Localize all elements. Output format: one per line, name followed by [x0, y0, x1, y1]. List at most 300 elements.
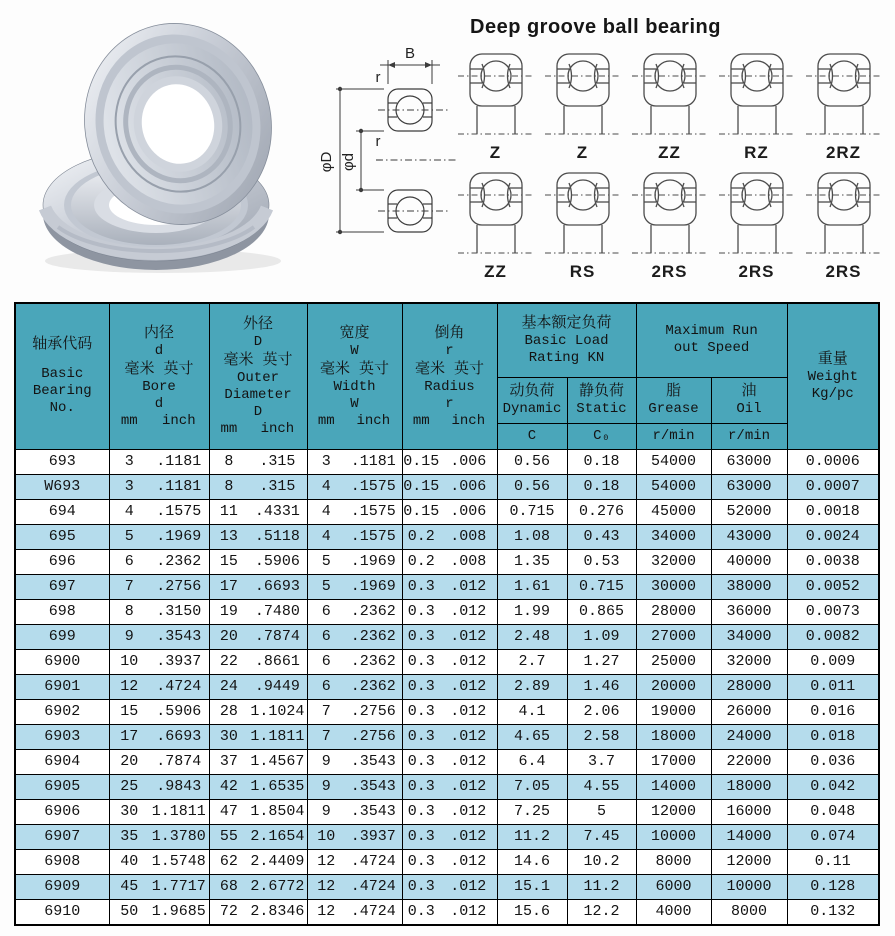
- header-width-unit-inch: inch: [356, 412, 391, 429]
- cell-weight: 0.042: [787, 774, 879, 799]
- cell-grease-speed: 6000: [636, 874, 711, 899]
- cell-oil-speed: 22000: [711, 749, 787, 774]
- cell-bore: [109, 624, 209, 649]
- diagram-type-label: 2RS: [825, 262, 862, 281]
- cell-grease-speed: 34000: [636, 524, 711, 549]
- bearing-diagram: [539, 169, 626, 282]
- header-width-en: Width: [333, 378, 376, 395]
- cell-oil-speed: 34000: [711, 624, 787, 649]
- width-mm-value: 9: [321, 753, 331, 770]
- dim-r-mid-label: r: [375, 133, 381, 150]
- cell-weight: 0.036: [787, 749, 879, 774]
- radius-mm-value: 0.15: [403, 503, 440, 520]
- cell-bearing-no: 6908: [15, 849, 109, 874]
- header-od-sym-en: D: [253, 404, 263, 421]
- bore-mm-value: 15: [120, 703, 139, 720]
- header-weight-en1: Weight: [807, 368, 858, 385]
- bore-mm-value: 7: [124, 578, 134, 595]
- width-mm-value: 10: [317, 828, 336, 845]
- od-mm-value: 24: [219, 678, 238, 695]
- header-speed-en1: Maximum Run: [665, 323, 758, 340]
- cell-oil-speed: 63000: [711, 474, 787, 499]
- header-bore-units-zh: 毫米 英寸: [124, 360, 194, 378]
- od-inch-value: 2.4409: [250, 853, 305, 870]
- bore-inch-value: .1575: [156, 503, 202, 520]
- od-inch-value: .9449: [254, 678, 300, 695]
- cell-weight: 0.0038: [787, 549, 879, 574]
- header-bore-unit-mm: mm: [120, 412, 138, 429]
- table-row: [15, 649, 879, 674]
- bearing-type-diagrams: [452, 50, 890, 282]
- radius-mm-value: 0.2: [407, 553, 435, 570]
- cell-dynamic-load: 11.2: [497, 824, 567, 849]
- cell-weight: 0.128: [787, 874, 879, 899]
- table-row: [15, 599, 879, 624]
- cell-bearing-no: 699: [15, 624, 109, 649]
- cell-weight: 0.0052: [787, 574, 879, 599]
- width-inch-value: .3543: [350, 778, 396, 795]
- cell-radius: [402, 774, 497, 799]
- bearing-cross-section-icon: [630, 169, 710, 261]
- cell-weight: 0.0082: [787, 624, 879, 649]
- od-inch-value: 1.6535: [250, 778, 305, 795]
- header-od-en2: Diameter: [224, 387, 292, 404]
- cell-dynamic-load: 2.48: [497, 624, 567, 649]
- bore-mm-value: 40: [120, 853, 139, 870]
- cell-bearing-no: 6903: [15, 724, 109, 749]
- table-row: [15, 699, 879, 724]
- diagram-type-label: RS: [569, 262, 596, 281]
- bore-inch-value: .2362: [156, 553, 202, 570]
- header-radius-sym: r: [445, 342, 454, 359]
- cell-width: [307, 874, 402, 899]
- radius-mm-value: 0.3: [407, 703, 435, 720]
- radius-inch-value: .008: [450, 528, 487, 545]
- cell-bore: [109, 899, 209, 925]
- cell-grease-speed: 54000: [636, 474, 711, 499]
- cell-bore: [109, 549, 209, 574]
- cell-radius: [402, 499, 497, 524]
- dim-outer-diameter-label: φD: [318, 151, 335, 173]
- bearing-cross-section-icon: [804, 169, 884, 261]
- od-inch-value: 1.4567: [250, 753, 305, 770]
- radius-mm-value: 0.2: [407, 528, 435, 545]
- cell-bore: [109, 599, 209, 624]
- cell-outer-diameter: [209, 524, 307, 549]
- width-mm-value: 6: [321, 603, 331, 620]
- cell-radius: [402, 749, 497, 774]
- cell-oil-speed: 36000: [711, 599, 787, 624]
- table-row: [15, 549, 879, 574]
- cell-outer-diameter: [209, 774, 307, 799]
- cell-width: [307, 624, 402, 649]
- od-inch-value: .315: [259, 453, 296, 470]
- bore-mm-value: 9: [124, 628, 134, 645]
- cell-static-load: 1.46: [567, 674, 636, 699]
- cell-bearing-no: 693: [15, 449, 109, 474]
- header-dynamic-zh: 动负荷: [509, 383, 555, 400]
- cell-grease-speed: 45000: [636, 499, 711, 524]
- width-inch-value: .4724: [350, 903, 396, 920]
- bore-mm-value: 10: [120, 653, 139, 670]
- cell-bore: [109, 649, 209, 674]
- table-row: [15, 624, 879, 649]
- bearing-diagram: [800, 50, 887, 163]
- cell-width: [307, 849, 402, 874]
- cell-oil-speed: 12000: [711, 849, 787, 874]
- cell-grease-speed: 17000: [636, 749, 711, 774]
- header-weight-zh: 重量: [817, 350, 848, 368]
- bore-inch-value: .1969: [156, 528, 202, 545]
- od-mm-value: 22: [219, 653, 238, 670]
- bore-mm-value: 35: [120, 828, 139, 845]
- cell-weight: 0.016: [787, 699, 879, 724]
- width-inch-value: .4724: [350, 878, 396, 895]
- header-oil-speed: [711, 377, 787, 423]
- cell-bore: [109, 799, 209, 824]
- width-inch-value: .1575: [350, 503, 396, 520]
- cell-weight: 0.018: [787, 724, 879, 749]
- cell-radius: [402, 699, 497, 724]
- radius-mm-value: 0.3: [407, 853, 435, 870]
- header-bearing-no-en2: Bearing: [32, 383, 92, 400]
- cell-outer-diameter: [209, 649, 307, 674]
- cell-width: [307, 699, 402, 724]
- radius-inch-value: .012: [450, 678, 487, 695]
- header-static-sym: C₀: [593, 427, 610, 444]
- bearing-cross-section-icon: [456, 50, 536, 142]
- cell-static-load: 1.09: [567, 624, 636, 649]
- cell-bearing-no: 6909: [15, 874, 109, 899]
- cell-outer-diameter: [209, 749, 307, 774]
- header-weight-en2: Kg/pc: [811, 385, 854, 402]
- header-grease-en: Grease: [648, 401, 699, 417]
- cell-outer-diameter: [209, 699, 307, 724]
- od-mm-value: 72: [219, 903, 238, 920]
- header-dynamic-en: Dynamic: [502, 401, 562, 417]
- header-oil-unit-text: r/min: [728, 427, 771, 444]
- table-row: [15, 874, 879, 899]
- cell-bearing-no: W693: [15, 474, 109, 499]
- width-mm-value: 6: [321, 653, 331, 670]
- bore-inch-value: .7874: [156, 753, 202, 770]
- header-bore-sym: d: [154, 342, 164, 359]
- cell-bore: [109, 574, 209, 599]
- od-inch-value: 2.8346: [250, 903, 305, 920]
- radius-inch-value: .008: [450, 553, 487, 570]
- bearing-cross-section-icon: [543, 50, 623, 142]
- width-mm-value: 6: [321, 628, 331, 645]
- cell-width: [307, 899, 402, 925]
- header-radius: [402, 303, 497, 449]
- bearing-diagram: [626, 50, 713, 163]
- radius-mm-value: 0.15: [403, 453, 440, 470]
- cell-outer-diameter: [209, 599, 307, 624]
- cell-bore: [109, 849, 209, 874]
- cell-oil-speed: 43000: [711, 524, 787, 549]
- od-mm-value: 42: [219, 778, 238, 795]
- bore-mm-value: 30: [120, 803, 139, 820]
- cell-bearing-no: 694: [15, 499, 109, 524]
- cell-width: [307, 774, 402, 799]
- header-bore: [109, 303, 209, 449]
- page-title: Deep groove ball bearing: [470, 16, 721, 38]
- bore-inch-value: .1181: [156, 453, 202, 470]
- bearing-diagram: [626, 169, 713, 282]
- cell-outer-diameter: [209, 549, 307, 574]
- cell-oil-speed: 28000: [711, 674, 787, 699]
- cell-radius: [402, 449, 497, 474]
- cell-outer-diameter: [209, 574, 307, 599]
- od-mm-value: 17: [219, 578, 238, 595]
- cell-dynamic-load: 6.4: [497, 749, 567, 774]
- bore-inch-value: .4724: [156, 678, 202, 695]
- header-radius-sym-en: r: [445, 395, 454, 412]
- diagram-type-label: 2RS: [738, 262, 775, 281]
- bearing-cross-section-icon: [630, 50, 710, 142]
- header-load-en2: Rating KN: [528, 349, 605, 366]
- header-od-sym: D: [253, 334, 263, 351]
- header-od-en1: Outer: [236, 370, 279, 387]
- cell-oil-speed: 32000: [711, 649, 787, 674]
- header-bore-zh: 内径: [143, 324, 174, 342]
- width-mm-value: 9: [321, 803, 331, 820]
- table-row: [15, 524, 879, 549]
- cell-static-load: 0.18: [567, 449, 636, 474]
- radius-mm-value: 0.3: [407, 653, 435, 670]
- header-grease-zh: 脂: [666, 383, 682, 400]
- cell-static-load: 0.276: [567, 499, 636, 524]
- width-mm-value: 4: [321, 528, 331, 545]
- cell-static-load: 1.27: [567, 649, 636, 674]
- radius-inch-value: .006: [450, 453, 487, 470]
- header-load-zh: 基本额定负荷: [521, 314, 612, 332]
- cell-static-load: 0.53: [567, 549, 636, 574]
- cell-grease-speed: 14000: [636, 774, 711, 799]
- header-od-zh: 外径: [242, 316, 273, 334]
- header-width-sym: W: [350, 342, 359, 359]
- cell-grease-speed: 19000: [636, 699, 711, 724]
- cell-grease-speed: 28000: [636, 599, 711, 624]
- cell-grease-speed: 32000: [636, 549, 711, 574]
- cell-static-load: 0.18: [567, 474, 636, 499]
- cell-dynamic-load: 1.99: [497, 599, 567, 624]
- cell-oil-speed: 18000: [711, 774, 787, 799]
- cell-oil-speed: 24000: [711, 724, 787, 749]
- width-inch-value: .4724: [350, 853, 396, 870]
- cell-dynamic-load: 2.89: [497, 674, 567, 699]
- cell-outer-diameter: [209, 474, 307, 499]
- header-oil-unit: [711, 423, 787, 449]
- header-static-symbol: [567, 423, 636, 449]
- cell-radius: [402, 799, 497, 824]
- od-mm-value: 62: [219, 853, 238, 870]
- cell-bore: [109, 499, 209, 524]
- cell-bearing-no: 6904: [15, 749, 109, 774]
- radius-mm-value: 0.3: [407, 678, 435, 695]
- radius-inch-value: .006: [450, 478, 487, 495]
- cell-oil-speed: 26000: [711, 699, 787, 724]
- width-mm-value: 12: [317, 878, 336, 895]
- cell-width: [307, 499, 402, 524]
- width-inch-value: .1575: [350, 478, 396, 495]
- cell-dynamic-load: 4.1: [497, 699, 567, 724]
- od-inch-value: .8661: [254, 653, 300, 670]
- radius-mm-value: 0.3: [407, 728, 435, 745]
- bearing-cross-section-icon: [717, 169, 797, 261]
- od-mm-value: 68: [219, 878, 238, 895]
- cell-static-load: 2.58: [567, 724, 636, 749]
- cell-static-load: 4.55: [567, 774, 636, 799]
- od-inch-value: .7874: [254, 628, 300, 645]
- table-header: [15, 303, 879, 449]
- cell-bore: [109, 449, 209, 474]
- radius-mm-value: 0.3: [407, 803, 435, 820]
- bore-inch-value: .6693: [156, 728, 202, 745]
- cell-static-load: 12.2: [567, 899, 636, 925]
- header-bearing-no: [15, 303, 109, 449]
- cell-bore: [109, 749, 209, 774]
- bore-mm-value: 4: [124, 503, 134, 520]
- od-mm-value: 13: [219, 528, 238, 545]
- product-photo: [28, 12, 298, 282]
- cell-width: [307, 674, 402, 699]
- radius-inch-value: .012: [450, 878, 487, 895]
- cell-weight: 0.074: [787, 824, 879, 849]
- cell-dynamic-load: 2.7: [497, 649, 567, 674]
- cell-radius: [402, 624, 497, 649]
- cell-width: [307, 599, 402, 624]
- cell-oil-speed: 8000: [711, 899, 787, 925]
- header-radius-unit-inch: inch: [451, 412, 486, 429]
- cell-width: [307, 649, 402, 674]
- width-mm-value: 6: [321, 678, 331, 695]
- radius-mm-value: 0.3: [407, 628, 435, 645]
- bearing-cross-section-icon: [543, 169, 623, 261]
- cell-dynamic-load: 1.35: [497, 549, 567, 574]
- table-row: [15, 674, 879, 699]
- width-inch-value: .1575: [350, 528, 396, 545]
- bore-mm-value: 8: [124, 603, 134, 620]
- bore-mm-value: 6: [124, 553, 134, 570]
- width-inch-value: .1969: [350, 553, 396, 570]
- width-inch-value: .2362: [350, 603, 396, 620]
- width-mm-value: 4: [321, 503, 331, 520]
- bearing-diagram: [713, 50, 800, 163]
- cell-width: [307, 449, 402, 474]
- header-grease-unit-text: r/min: [652, 427, 695, 444]
- width-inch-value: .1969: [350, 578, 396, 595]
- header-grease-speed: [636, 377, 711, 423]
- cell-outer-diameter: [209, 499, 307, 524]
- bearing-cross-section-icon: [717, 50, 797, 142]
- dimension-schematic: [298, 32, 463, 287]
- header-static-en: Static: [576, 401, 627, 417]
- cell-grease-speed: 4000: [636, 899, 711, 925]
- bearing-diagram: [452, 169, 539, 282]
- radius-inch-value: .012: [450, 903, 487, 920]
- cell-width: [307, 524, 402, 549]
- width-inch-value: .2362: [350, 628, 396, 645]
- diagram-type-label: 2RS: [651, 262, 688, 281]
- bearing-diagram: [539, 50, 626, 163]
- cell-radius: [402, 549, 497, 574]
- od-inch-value: 2.1654: [250, 828, 305, 845]
- cell-bearing-no: 6905: [15, 774, 109, 799]
- od-mm-value: 11: [219, 503, 238, 520]
- width-inch-value: .1181: [350, 453, 396, 470]
- header-load-rating-group: [497, 303, 636, 377]
- cell-radius: [402, 899, 497, 925]
- cell-bore: [109, 874, 209, 899]
- radius-mm-value: 0.3: [407, 753, 435, 770]
- cell-oil-speed: 10000: [711, 874, 787, 899]
- header-speed-en2: out Speed: [673, 340, 750, 357]
- cell-bore: [109, 724, 209, 749]
- cell-grease-speed: 20000: [636, 674, 711, 699]
- cell-bearing-no: 6910: [15, 899, 109, 925]
- cell-outer-diameter: [209, 799, 307, 824]
- radius-inch-value: .012: [450, 603, 487, 620]
- cell-bore: [109, 699, 209, 724]
- width-inch-value: .2756: [350, 728, 396, 745]
- cell-weight: 0.011: [787, 674, 879, 699]
- header-width-sym-en: W: [350, 395, 359, 412]
- width-mm-value: 12: [317, 853, 336, 870]
- diagram-type-label: 2RZ: [825, 143, 862, 162]
- cell-dynamic-load: 4.65: [497, 724, 567, 749]
- bearing-diagram: [452, 50, 539, 163]
- cell-width: [307, 549, 402, 574]
- cell-static-load: 10.2: [567, 849, 636, 874]
- header-width-units-zh: 毫米 英寸: [319, 360, 389, 378]
- cell-outer-diameter: [209, 874, 307, 899]
- cell-static-load: 11.2: [567, 874, 636, 899]
- radius-mm-value: 0.3: [407, 778, 435, 795]
- bore-inch-value: .3150: [156, 603, 202, 620]
- table-row: [15, 449, 879, 474]
- header-od-unit-inch: inch: [260, 421, 295, 438]
- cell-outer-diameter: [209, 724, 307, 749]
- cell-bearing-no: 6902: [15, 699, 109, 724]
- cell-radius: [402, 874, 497, 899]
- bearing-cross-section-icon: [804, 50, 884, 142]
- cell-radius: [402, 649, 497, 674]
- bearing-spec-table: [14, 302, 880, 926]
- width-mm-value: 3: [321, 453, 331, 470]
- diagram-type-label: ZZ: [658, 143, 681, 162]
- od-inch-value: .7480: [254, 603, 300, 620]
- table-row: [15, 849, 879, 874]
- width-mm-value: 5: [321, 553, 331, 570]
- table-row: [15, 899, 879, 925]
- bore-mm-value: 17: [120, 728, 139, 745]
- header-bearing-no-en1: Basic: [41, 366, 84, 383]
- od-mm-value: 8: [224, 478, 234, 495]
- diagram-type-label: ZZ: [484, 262, 507, 281]
- cell-oil-speed: 63000: [711, 449, 787, 474]
- radius-mm-value: 0.3: [407, 828, 435, 845]
- cell-bearing-no: 6900: [15, 649, 109, 674]
- od-mm-value: 47: [219, 803, 238, 820]
- bore-inch-value: 1.5748: [151, 853, 206, 870]
- cell-outer-diameter: [209, 674, 307, 699]
- od-mm-value: 28: [219, 703, 238, 720]
- cell-bore: [109, 474, 209, 499]
- bearing-diagram: [800, 169, 887, 282]
- table-row: [15, 749, 879, 774]
- cell-dynamic-load: 0.56: [497, 474, 567, 499]
